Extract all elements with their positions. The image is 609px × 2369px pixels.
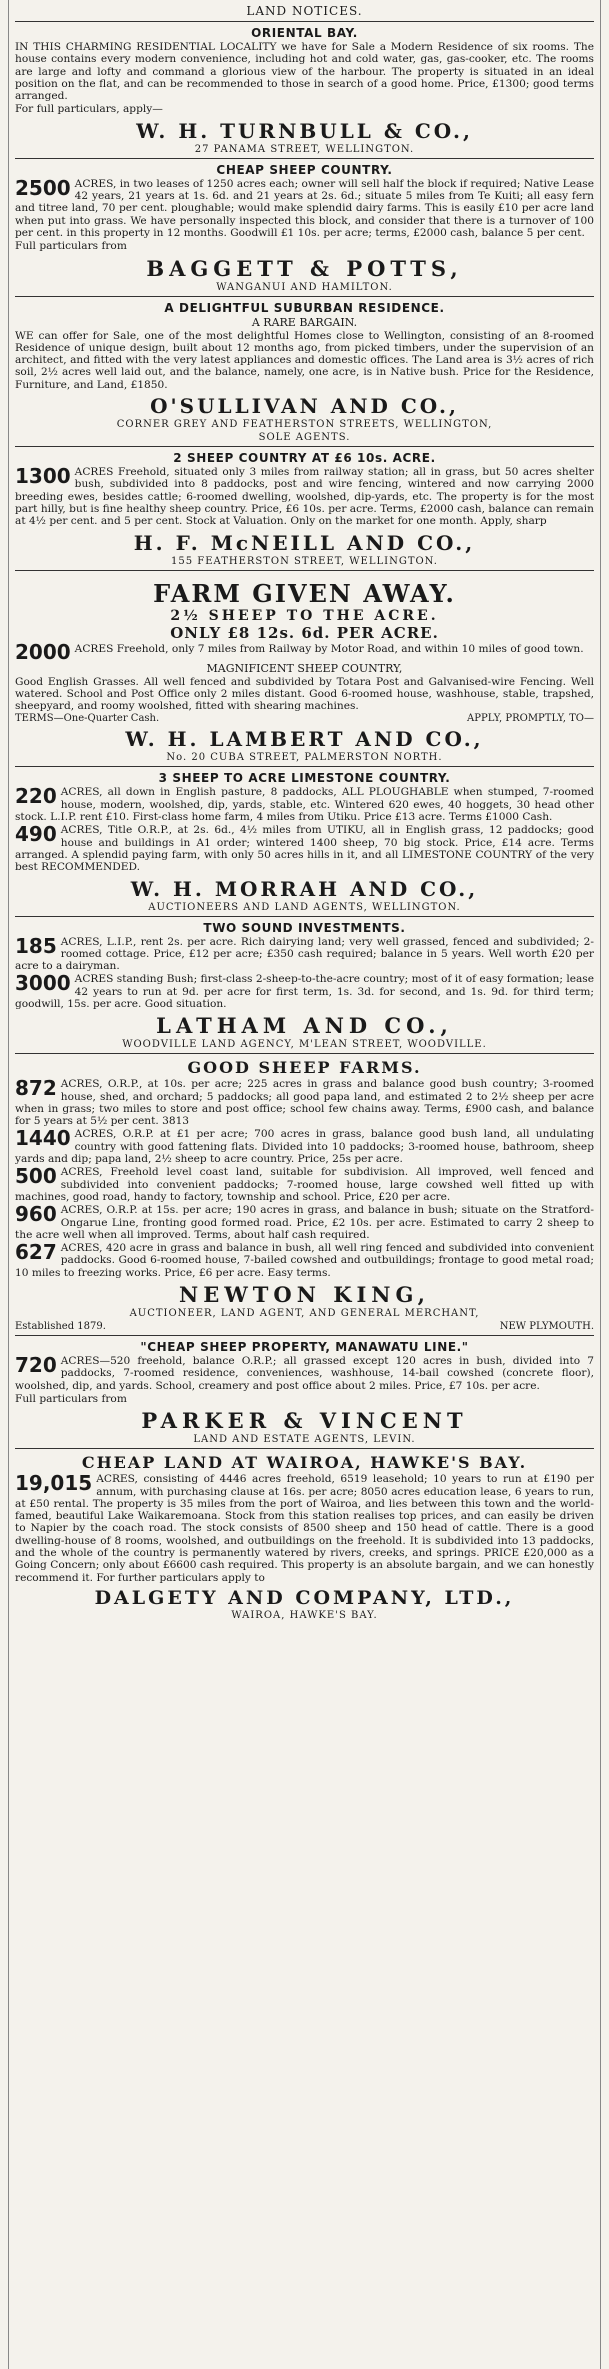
acres-figure: 19,015 bbox=[15, 1471, 93, 1496]
terms-left: TERMS—One-Quarter Cash. bbox=[15, 713, 160, 725]
ad-heading: CHEAP LAND AT WAIROA, HAWKE'S BAY. bbox=[81, 1453, 528, 1473]
ad-address: No. 20 CUBA STREET, PALMERSTON NORTH. bbox=[166, 752, 443, 764]
ad-heading: A DELIGHTFUL SUBURBAN RESIDENCE. bbox=[164, 300, 445, 315]
item-text: ACRES, Freehold level coast land, suitable for subdivision. All improved, well fenced and subdivided into convenient paddocks; 7-roomed house, large cowshed well fitted up with machines, good road, handy to factory, township and school. Price, £20 per acre. bbox=[15, 1166, 594, 1203]
ad-firm: O'SULLIVAN AND CO., bbox=[150, 394, 459, 419]
ad-address: CORNER GREY AND FEATHERSTON STREETS, WELLINGTON, bbox=[116, 419, 493, 431]
list-item bbox=[15, 1204, 594, 1241]
ad-address: AUCTIONEER, LAND AGENT, AND GENERAL MERCHANT, bbox=[129, 1308, 480, 1320]
ad-body: ACRES Freehold, situated only 3 miles from railway station; all in grass, but 50 acres shelter bush, subdivided into 8 paddocks, post and wire fencing, wintered and now carrying 2000 breeding ewes, besides cattle; 6-roomed dwelling, woolshed, dip-yards, etc. The property is for the most part hilly, but is fine healthy sheep country. Price, £6 10s. per acre. Terms, £2000 cash, balance can remain at 4½ per cent. and 5 per cent. Stock at Valuation. Only on the market for one month. Apply, sharp bbox=[15, 466, 594, 528]
acres-figure: 1440 bbox=[15, 1126, 71, 1151]
acres-figure: 627 bbox=[15, 1240, 57, 1265]
list-item bbox=[15, 1128, 594, 1165]
ad-body: ACRES, consisting of 4446 acres freehold, 6519 leasehold; 10 years to run at £190 per annum, with purchasing clause at 16s. per acre; 8050 acres education lease, 6 years to run, at £50 rental. The property is 35 miles from the port of Wairoa, and lies between this town and the world-famed, beautiful Lake Waikaremoana. Stock from this station realises top prices, and can easily be driven to Napier by the coach road. The stock consists of 8500 sheep and 150 head of cattle. There is a good dwelling-house of 8 rooms, woolshed, and outbuildings on the freehold. It is subdivided into 13 paddocks, and the whole of the country is permanently watered by rivers, creeks, and springs. PRICE £20,000 as a Going Concern; only about £6600 cash required. This property is an absolute bargain, and we can honestly recommend it. For further particulars apply to bbox=[15, 1473, 594, 1584]
ad-cheap-sheep-country bbox=[15, 158, 594, 293]
ad-body: ACRES Freehold, only 7 miles from Railway by Motor Road, and within 10 miles of good town. bbox=[74, 642, 584, 655]
item-text: ACRES standing Bush; first-class 2-sheep-to-the-acre country; most of it of easy formation; lease 42 years to run at 9d. per acre for first term, 1s. 3d. for second, and 1s. 9d. for third term; goodwill, 15s. per acre. Good situation. bbox=[15, 973, 594, 1010]
ad-good-sheep-farms bbox=[15, 1053, 594, 1332]
list-item bbox=[15, 786, 594, 823]
ad-heading: ORIENTAL BAY. bbox=[251, 26, 358, 40]
ad-suburban-residence bbox=[15, 296, 594, 443]
acres-figure: 872 bbox=[15, 1076, 57, 1101]
acres-figure: 720 bbox=[15, 1353, 57, 1378]
terms-right: APPLY, PROMPTLY, TO— bbox=[467, 713, 594, 725]
list-item bbox=[15, 824, 594, 873]
ad-heading: 3 SHEEP TO ACRE LIMESTONE COUNTRY. bbox=[158, 771, 451, 786]
item-text: ACRES, O.R.P. at 15s. per acre; 190 acres in grass, and balance in bush; situate on the Stratford-Ongarue Line, fronting good formed road. Price, £2 10s. per acre. Estimated to carry 2 sheep to the acre well when all improved. Terms, about half cash required. bbox=[15, 1204, 594, 1241]
ad-body: ACRES—520 freehold, balance O.R.P.; all grassed except 120 acres in bush, divided into 7 paddocks, 7-roomed residence, conveniences, washhouse, 14-bail cowshed (concrete floor), woolshed, dip, and yards. School, creamery and post office about 2 miles. Price, £7 10s. per acre. bbox=[15, 1355, 594, 1392]
town: NEW PLYMOUTH. bbox=[499, 1321, 594, 1333]
item-text: ACRES, all down in English pasture, 8 paddocks, ALL PLOUGHABLE when stumped, 7-roomed house, modern, woolshed, dip, yards, stable, etc. Wintered 620 ewes, 40 hoggets, 30 head other stock. L.I.P. rent £10. First-class home farm, 4 miles from Utiku. Price £13 acre. Terms £1000 Cash. bbox=[15, 786, 594, 824]
ad-heading: "CHEAP SHEEP PROPERTY, MANAWATU LINE." bbox=[140, 1340, 469, 1355]
ad-firm: W. H. LAMBERT AND CO., bbox=[125, 727, 484, 752]
item-text: ACRES, 420 acre in grass and balance in bush, all well ring fenced and subdivided into convenient paddocks. Good 6-roomed house, 7-bailed cowshed and outbuildings; frontage to good metal road; 10 miles to freezing works. Price, £6 per acre. Easy terms. bbox=[15, 1242, 594, 1279]
ad-address-2: SOLE AGENTS. bbox=[258, 432, 351, 444]
acres-figure: 2000 bbox=[15, 639, 71, 664]
ad-body-2: Good English Grasses. All well fenced and subdivided by Totara Post and Galvanised-wire Fencing. Well watered. School and Post Office only 2 miles distant. Good 6-roomed house, washhouse, stable, trapshed, sheepyard, and roomy woolshed, fitted with shearing machines. bbox=[15, 675, 594, 713]
ad-subheading: MAGNIFICENT SHEEP COUNTRY, bbox=[206, 661, 403, 675]
ad-firm: PARKER & VINCENT bbox=[141, 1408, 468, 1434]
acres-figure: 2500 bbox=[15, 175, 71, 200]
ad-heading: FARM GIVEN AWAY. bbox=[153, 578, 456, 608]
ad-firm: LATHAM AND CO., bbox=[156, 1013, 453, 1039]
ad-price: ONLY £8 12s. 6d. PER ACRE. bbox=[170, 623, 439, 642]
ad-address: WAIROA, HAWKE'S BAY. bbox=[231, 1609, 378, 1621]
item-text: ACRES, L.I.P., rent 2s. per acre. Rich dairying land; very well grassed, fenced and subdivided; 2-roomed cottage. Price, £12 per acre; £350 cash required; balance in 5 years. Well worth £20 per acre to a dairyman. bbox=[15, 935, 594, 973]
ad-firm: DALGETY AND COMPANY, LTD., bbox=[94, 1586, 515, 1609]
item-text: ACRES, O.R.P. at £1 per acre; 700 acres in grass, balance good bush land, all undulating country with good fattening flats. Divided into 10 paddocks; 3-roomed house, bathroom, sheep yards and dip; papa land, 2½ sheep to acre country. Price, 25s per acre. bbox=[15, 1128, 594, 1166]
ad-firm: NEWTON KING, bbox=[179, 1282, 430, 1308]
ad-body: IN THIS CHARMING RESIDENTIAL LOCALITY we have for Sale a Modern Residence of six rooms. The house contains every modern convenience, including hot and cold water, gas, gas-cooker, etc. The rooms are large and lofty and command a glorious view of the harbour. The property is situated in an ideal position on the flat, and can be recommended to those in search of a good home. Price, £1300; good terms arranged. bbox=[15, 41, 594, 103]
acres-figure: 185 bbox=[15, 933, 57, 958]
ad-farm-given-away bbox=[15, 570, 594, 764]
ad-heading: CHEAP SHEEP COUNTRY. bbox=[216, 162, 393, 177]
acres-figure: 220 bbox=[15, 784, 57, 809]
list-item bbox=[15, 1166, 594, 1203]
acres-figure: 490 bbox=[15, 822, 57, 847]
ad-firm: BAGGETT & POTTS, bbox=[146, 255, 463, 281]
acres-figure: 1300 bbox=[15, 464, 71, 489]
acres-figure: 3000 bbox=[15, 971, 71, 996]
ad-heading: GOOD SHEEP FARMS. bbox=[187, 1058, 422, 1078]
ad-subheading: A RARE BARGAIN. bbox=[251, 315, 358, 329]
established: Established 1879. bbox=[15, 1321, 106, 1333]
ad-oriental-bay bbox=[15, 21, 594, 155]
list-item bbox=[15, 1078, 594, 1127]
established-row bbox=[15, 1321, 594, 1332]
ad-apply: Full particulars from bbox=[15, 240, 127, 253]
item-text: ACRES, O.R.P., at 10s. per acre; 225 acres in grass and balance good bush country; 3-roomed house, shed, and orchard; 5 paddocks; all good papa land, and estimated 2 to 2½ sheep per acre when in grass; two miles to store and post office; school few chains away. Terms, £900 cash, and balance for 5 years at 5½ per cent. 3813 bbox=[15, 1078, 594, 1128]
item-text: ACRES, Title O.R.P., at 2s. 6d., 4½ miles from UTIKU, all in English grass, 12 paddocks; good house and buildings in A1 order; wintered 1400 sheep, 70 big stock. Price, £14 acre. Terms arranged. A splendid paying farm, with only 50 acres hills in it, and all LIMESTONE COUNTRY of the very best RECOMMENDED. bbox=[15, 824, 594, 874]
ad-heading: 2 SHEEP COUNTRY AT £6 10s. ACRE. bbox=[173, 451, 436, 466]
ad-address: AUCTIONEERS AND LAND AGENTS, WELLINGTON. bbox=[148, 901, 461, 913]
ad-manawatu-line bbox=[15, 1335, 594, 1445]
ad-address: 155 FEATHERSTON STREET, WELLINGTON. bbox=[171, 555, 438, 567]
section-header: LAND NOTICES. bbox=[246, 4, 363, 18]
ad-limestone-country bbox=[15, 766, 594, 912]
ad-2-sheep-country bbox=[15, 446, 594, 566]
list-item bbox=[15, 933, 594, 973]
ad-apply: For full particulars, apply— bbox=[15, 103, 163, 116]
ad-heading: TWO SOUND INVESTMENTS. bbox=[203, 920, 406, 935]
list-item bbox=[15, 1242, 594, 1279]
ad-two-sound-investments bbox=[15, 916, 594, 1051]
ad-address: 27 PANAMA STREET, WELLINGTON. bbox=[194, 143, 415, 155]
acres-figure: 960 bbox=[15, 1202, 57, 1227]
ad-firm: W. H. MORRAH AND CO., bbox=[130, 876, 479, 901]
ad-body: WE can offer for Sale, one of the most delightful Homes close to Wellington, consisting of an 8-roomed Residence of unique design, built about 12 months ago, from picked timbers, under the supervision of an architect, and fitted with the very latest appliances and domestic offices. The Land area is 3½ acres of rich soil, 2½ acres well laid out, and the balance, namely, one acre, is in Native bush. Price for the Residence, Furniture, and Land, £1850. bbox=[15, 329, 594, 391]
list-item bbox=[15, 973, 594, 1010]
ad-apply: Full particulars from bbox=[15, 1392, 127, 1405]
ad-address: WANGANUI AND HAMILTON. bbox=[216, 281, 393, 293]
ad-firm: W. H. TURNBULL & CO., bbox=[136, 118, 473, 143]
terms-row bbox=[15, 713, 594, 724]
ad-wairoa bbox=[15, 1448, 594, 1621]
ad-body: ACRES, in two leases of 1250 acres each; owner will sell half the block if required; Native Lease 42 years, 21 years at 1s. 6d. and 21 years at 2s. 6d.; situate 5 miles from Te Kuiti; all easy fern and titree land, 70 per cent. ploughable; would make splendid dairy farms. This is easily £10 per acre land when put into grass. We have personally inspected this block, and consider that there is a turnover of 100 per cent. in this property in 12 months. Goodwill £1 10s. per acre; terms, £2000 cash, balance 5 per cent. bbox=[15, 177, 594, 239]
acres-figure: 500 bbox=[15, 1164, 57, 1189]
newspaper-column bbox=[8, 0, 601, 2369]
ad-address: LAND AND ESTATE AGENTS, LEVIN. bbox=[193, 1434, 416, 1446]
ad-address: WOODVILLE LAND AGENCY, M'LEAN STREET, WOODVILLE. bbox=[122, 1039, 487, 1051]
ad-subhead: 2½ SHEEP TO THE ACRE. bbox=[170, 607, 439, 624]
ad-firm: H. F. McNEILL AND CO., bbox=[133, 530, 476, 555]
